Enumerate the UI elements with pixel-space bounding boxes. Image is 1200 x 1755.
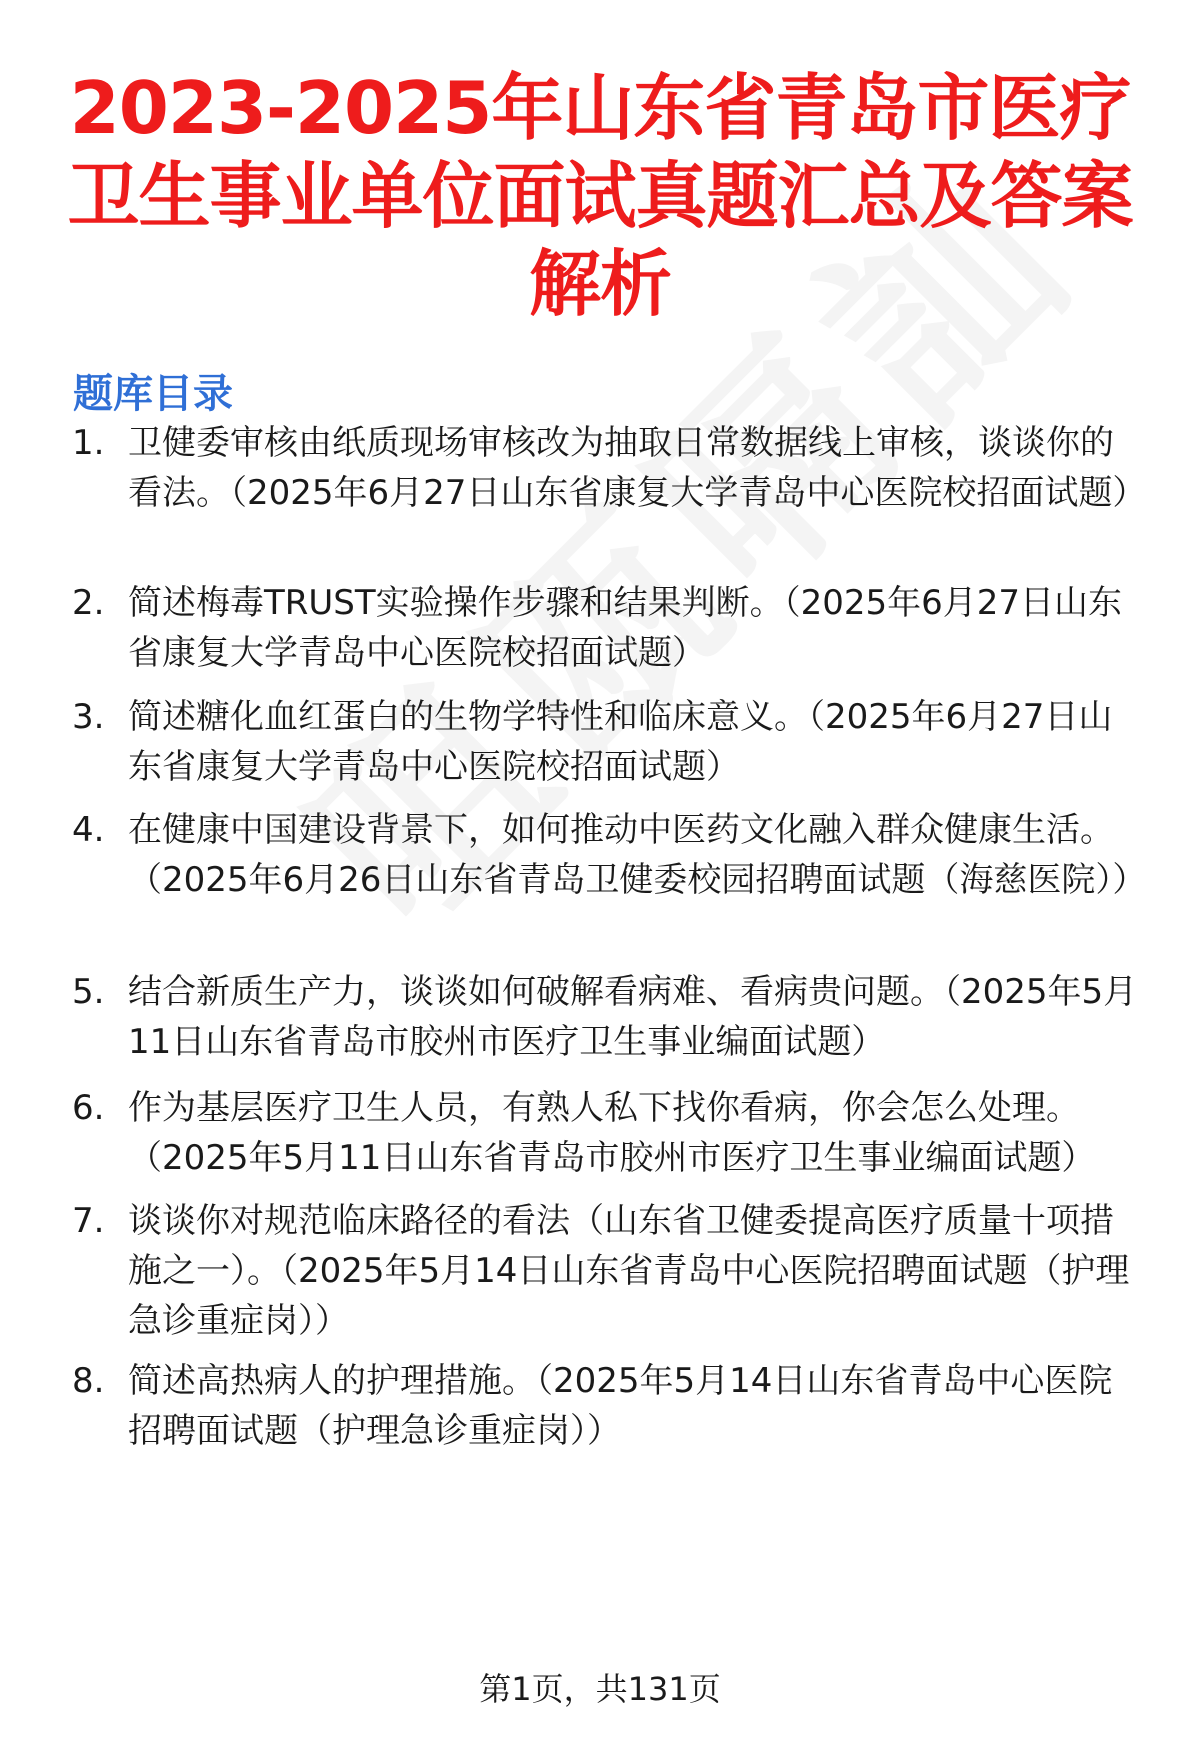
list-item <box>72 805 1152 905</box>
item-number: 7. <box>72 1201 105 1241</box>
list-item <box>72 1083 1152 1183</box>
item-number: 5. <box>72 972 105 1012</box>
item-number: 1. <box>72 423 105 463</box>
list-item <box>72 1196 1152 1346</box>
item-text: 简述梅毒TRUST实验操作步骤和结果判断。（2025年6月27日山东省康复大学青岛中心医院校招面试题） <box>128 583 1123 673</box>
item-number: 2. <box>72 583 105 623</box>
item-number: 6. <box>72 1088 105 1128</box>
list-item <box>72 578 1152 678</box>
item-text: 作为基层医疗卫生人员，有熟人私下找你看病，你会怎么处理。（2025年5月11日山东省青岛市胶州市医疗卫生事业编面试题） <box>128 1088 1096 1178</box>
list-item <box>72 418 1152 518</box>
list-item <box>72 967 1152 1067</box>
item-text: 谈谈你对规范临床路径的看法（山东省卫健委提高医疗质量十项措施之一）。（2025年5月14日山东省青岛中心医院招聘面试题（护理急诊重症岗）） <box>128 1201 1130 1341</box>
item-text: 简述高热病人的护理措施。（2025年5月14日山东省青岛中心医院招聘面试题（护理急诊重症岗）） <box>128 1361 1113 1451</box>
list-item <box>72 692 1152 792</box>
document-title: 2023-2025年山东省青岛市医疗卫生事业单位面试真题汇总及答案解析 <box>67 66 1133 326</box>
item-number: 8. <box>72 1361 105 1401</box>
item-text: 在健康中国建设背景下，如何推动中医药文化融入群众健康生活。（2025年6月26日山东省青岛卫健委校园招聘面试题（海慈医院）） <box>128 810 1147 900</box>
item-number: 4. <box>72 810 105 850</box>
item-text: 卫健委审核由纸质现场审核改为抽取日常数据线上审核，谈谈你的看法。（2025年6月27日山东省康复大学青岛中心医院校招面试题） <box>128 423 1147 513</box>
item-text: 简述糖化血红蛋白的生物学特性和临床意义。（2025年6月27日山东省康复大学青岛中心医院校招面试题） <box>128 697 1113 787</box>
item-text: 结合新质生产力，谈谈如何破解看病难、看病贵问题。（2025年5月11日山东省青岛市胶州市医疗卫生事业编面试题） <box>128 972 1138 1062</box>
page-footer: 第1页，共131页 <box>479 1670 721 1708</box>
item-number: 3. <box>72 697 105 737</box>
section-heading: 题库目录 <box>73 371 233 417</box>
list-item <box>72 1356 1152 1456</box>
